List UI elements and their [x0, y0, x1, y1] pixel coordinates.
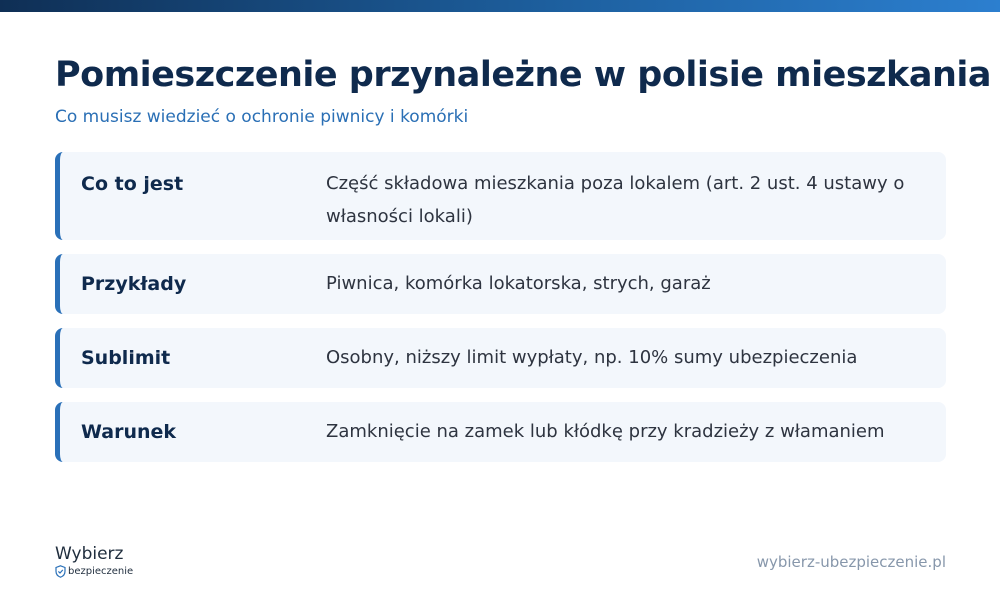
info-row-condition [55, 402, 946, 462]
shield-check-icon [55, 565, 66, 578]
info-list [55, 152, 946, 476]
info-row-sublimit [55, 328, 946, 388]
info-row-value: Zamknięcie na zamek lub kłódkę przy kradzieży z włamaniem [326, 421, 885, 442]
logo-wordmark-bottom-row [55, 565, 145, 578]
info-row-value: Osobny, niższy limit wypłaty, np. 10% sumy ubezpieczenia [326, 347, 858, 368]
page-title: Pomieszczenie przynależne w polisie mieszkania [55, 55, 991, 95]
website-link[interactable]: wybierz-ubezpieczenie.pl [756, 553, 946, 571]
top-accent-bar [0, 0, 1000, 12]
logo-wordmark-top: Wybierz [55, 544, 124, 564]
info-row-value: Część składowa mieszkania poza lokalem (art. 2 ust. 4 ustawy o własności lokali) [326, 173, 905, 227]
info-row-label: Sublimit [81, 347, 171, 369]
info-row-examples [55, 254, 946, 314]
page-subtitle: Co musisz wiedzieć o ochronie piwnicy i komórki [55, 107, 469, 127]
logo-wordmark-sub: bezpieczenie [68, 565, 134, 577]
info-row-label: Przykłady [81, 273, 187, 295]
info-row-definition [55, 152, 946, 240]
brand-logo[interactable] [55, 544, 145, 578]
info-row-label: Co to jest [81, 173, 184, 195]
info-row-value: Piwnica, komórka lokatorska, strych, garaż [326, 273, 711, 294]
info-row-label: Warunek [81, 421, 177, 443]
